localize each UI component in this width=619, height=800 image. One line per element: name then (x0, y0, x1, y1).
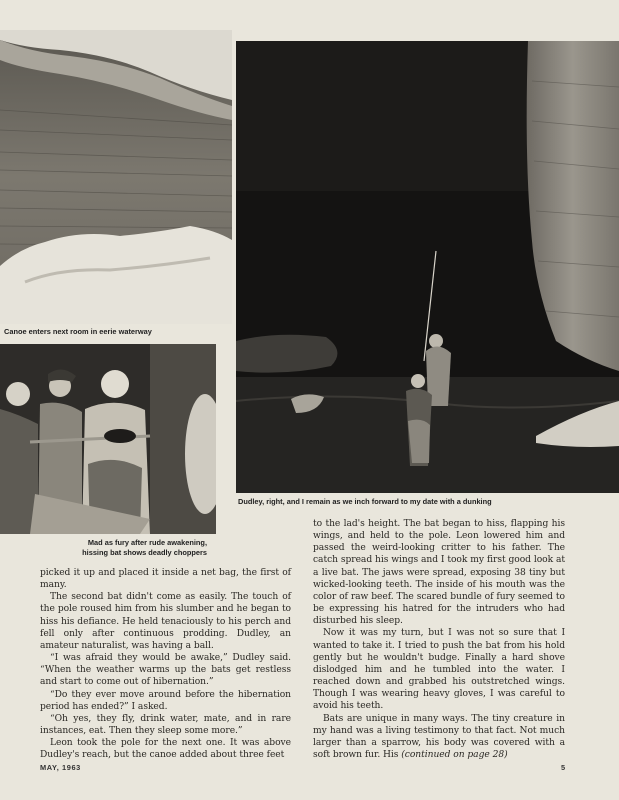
men-photo-caption-line-2: hissing bat shows deadly choppers (82, 547, 207, 557)
wading-photo-caption: Dudley, right, and I remain as we inch forward to my date with a dunking (238, 497, 492, 506)
article-paragraph (313, 713, 565, 762)
footer-date: MAY, 1963 (40, 763, 81, 772)
article-paragraph: to the lad's height. The bat began to hiss, flapping his wings, and held to the pole. Leon lowered him and passed the weird-looking critter to his father. The catch spread his wings and I took my first good look at a live bat. The jaws were spread, exposing 38 tiny but wicked-looking teeth. The inside of his mouth was the color of raw beef. The scared bundle of fury seemed to be expressing his hatred for the intruders who had disturbed his sleep. (313, 519, 565, 627)
canoe-photo-caption: Canoe enters next room in eerie waterway (4, 327, 152, 336)
footer-page-number: 5 (561, 763, 566, 772)
photo-canoe-cave-room (0, 30, 232, 324)
article-paragraph: The second bat didn't come as easily. The touch of the pole roused him from his slumber and he began to hiss his defiance. He held tenaciously to his perch and fell only after continuous prodding. Dudley, an amateur naturalist, was having a ball. (40, 592, 291, 651)
article-paragraph: Leon took the pole for the next one. It was above Dudley's reach, but the canoe added about three feet (40, 738, 291, 761)
article-column-right (313, 518, 565, 761)
article-paragraph: “Oh yes, they fly, drink water, mate, and in rare instances, eat. Then they sleep some more.” (40, 713, 291, 737)
article-paragraph-text: Bats are unique in many ways. The tiny creature in my hand was a living testimony to that fact. Not much larger than a sparrow, his body was covered with a soft brown fur. His (313, 713, 565, 760)
article-paragraph: Now it was my turn, but I was not so sure that I wanted to take it. I tried to push the bat from his hold gently but he wouldn't budge. Finally a hard shove dislodged him and he tumbled into the water. I reached down and grabbed his outstretched wings. Though I was wearing heavy gloves, I was careful to avoid his teeth. (313, 628, 565, 712)
photo-men-with-bat (0, 344, 216, 534)
article-paragraph: “Do they ever move around before the hibernation period has ended?” I asked. (40, 689, 291, 712)
article-paragraph: picked it up and placed it inside a net bag, the first of many. (40, 568, 291, 591)
photo-wading-in-cave (236, 41, 619, 493)
continued-note: (continued on page 28) (401, 749, 508, 760)
men-photo-caption (10, 538, 207, 557)
men-photo-caption-line-1: Mad as fury after rude awakening, (87, 538, 207, 547)
article-paragraph: “I was afraid they would be awake,” Dudley said. “When the weather warms up the bats get restless and start to come out of hibernation.” (40, 653, 291, 688)
article-column-left (40, 567, 291, 762)
